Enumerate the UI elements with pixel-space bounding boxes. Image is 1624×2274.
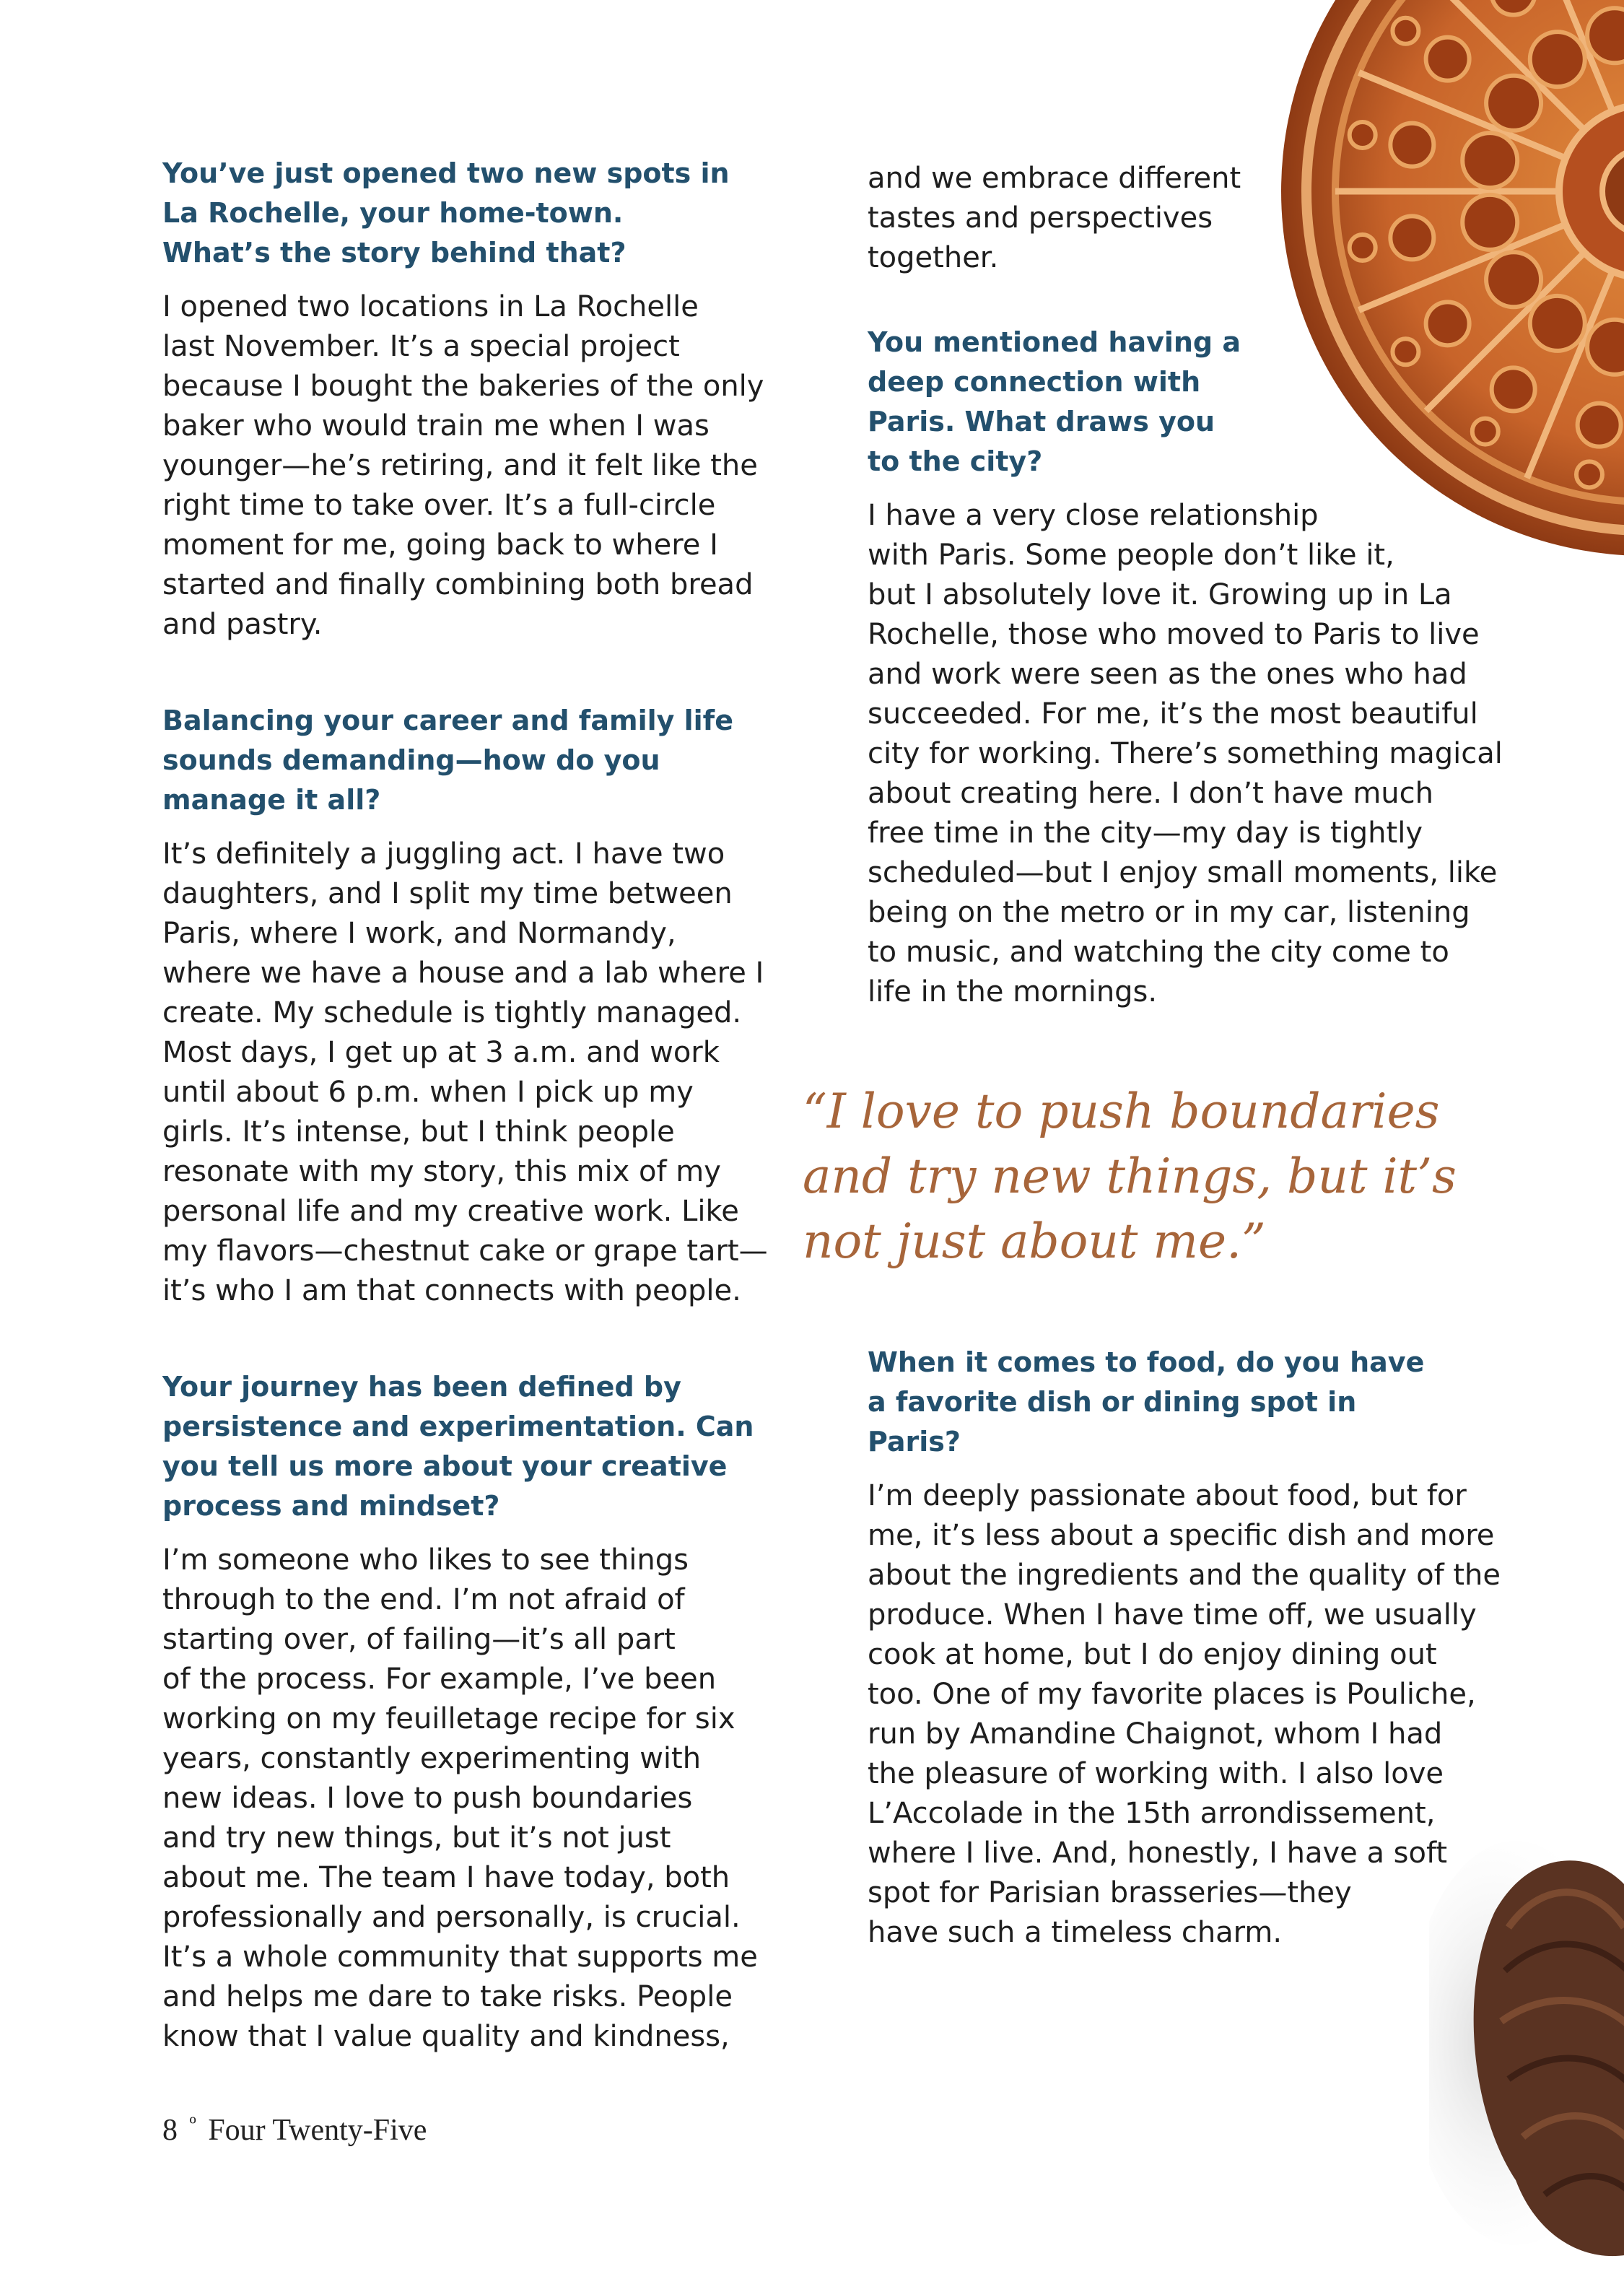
question-home-town: You’ve just opened two new spots in La Rochelle, your home-town. What’s the story behind that? — [162, 157, 730, 269]
question-paris-connection: You mentioned having a deep connection with Paris. What draws you to the city? — [868, 326, 1241, 477]
answer-home-town: I opened two locations in La Rochelle last November. It’s a special project because I bought the bakeries of the only baker who would train me when I was younger—he’s retiring, and it felt like the right time to take over. It’s a full-circle moment for me, going back to where I started and finally combining both bread and pastry. — [162, 290, 764, 641]
answer-creative-process: I’m someone who likes to see things through to the end. I’m not afraid of starting over, of failing—it’s all part of the process. For example, I’ve been working on my feuilletage recipe for six years, constantly experimenting with new ideas. I love to push boundaries and try new things, but it’s not just about me. The team I have today, both professionally and personally, is crucial. It’s a whole community that supports me and helps me dare to take risks. People know that I value quality and kindness, — [162, 1543, 758, 2053]
answer-career-family: It’s definitely a juggling act. I have two daughters, and I split my time between Paris, where I work, and Normandy, where we have a house and a lab where I create. My schedule is tightly managed. Most days, I get up at 3 a.m. and work until about 6 p.m. when I pick up my girls. It’s intense, but I think people resonate with my story, this mix of my personal life and my creative work. Like my flavors—chestnut cake or grape tart— it’s who I am that connects with people. — [162, 837, 768, 1307]
pull-quote: “I love to push boundaries and try new things, but it’s not just about me.” — [803, 1084, 1457, 1269]
right-column-lower — [868, 1343, 1503, 1953]
left-column — [162, 154, 776, 2057]
question-creative-process: Your journey has been defined by persistence and experimentation. Can you tell us more about your creative process and mindset? — [162, 1371, 754, 1522]
page-footer — [162, 2113, 427, 2148]
page-number: 8 — [162, 2114, 178, 2147]
question-career-family: Balancing your career and family life sounds demanding—how do you manage it all? — [162, 705, 733, 816]
answer-creative-process-continued: and we embrace different tastes and perspectives together. — [868, 162, 1241, 274]
answer-favorite-dish: I’m deeply passionate about food, but for me, it’s less about a specific dish and more about the ingredients and the quality of the produce. When I have time off, we usually cook at home, but I do enjoy dining out too. One of my favorite places is Pouliche, run by Amandine Chaignot, whom I had the pleasure of working with. I also love L’Accolade in the 15th arrondissement, where I live. And, honestly, I have a soft spot for Parisian brasseries—they have such a timeless charm. — [868, 1479, 1501, 1949]
question-favorite-dish: When it comes to food, do you have a favorite dish or dining spot in Paris? — [868, 1346, 1425, 1458]
right-column — [868, 159, 1503, 1012]
magazine-title: Four Twenty-Five — [208, 2114, 427, 2147]
footer-separator: º — [189, 2113, 196, 2137]
answer-paris-connection: I have a very close relationship with Paris. Some people don’t like it, but I absolutely love it. Growing up in La Rochelle, those who moved to Paris to live and work were seen as the ones who had succeeded. For me, it’s the most beautiful city for working. There’s something magical about creating here. I don’t have much free time in the city—my day is tightly scheduled—but I enjoy small moments, like being on the metro or in my car, listening to music, and watching the city come to life in the mornings. — [868, 499, 1503, 1009]
